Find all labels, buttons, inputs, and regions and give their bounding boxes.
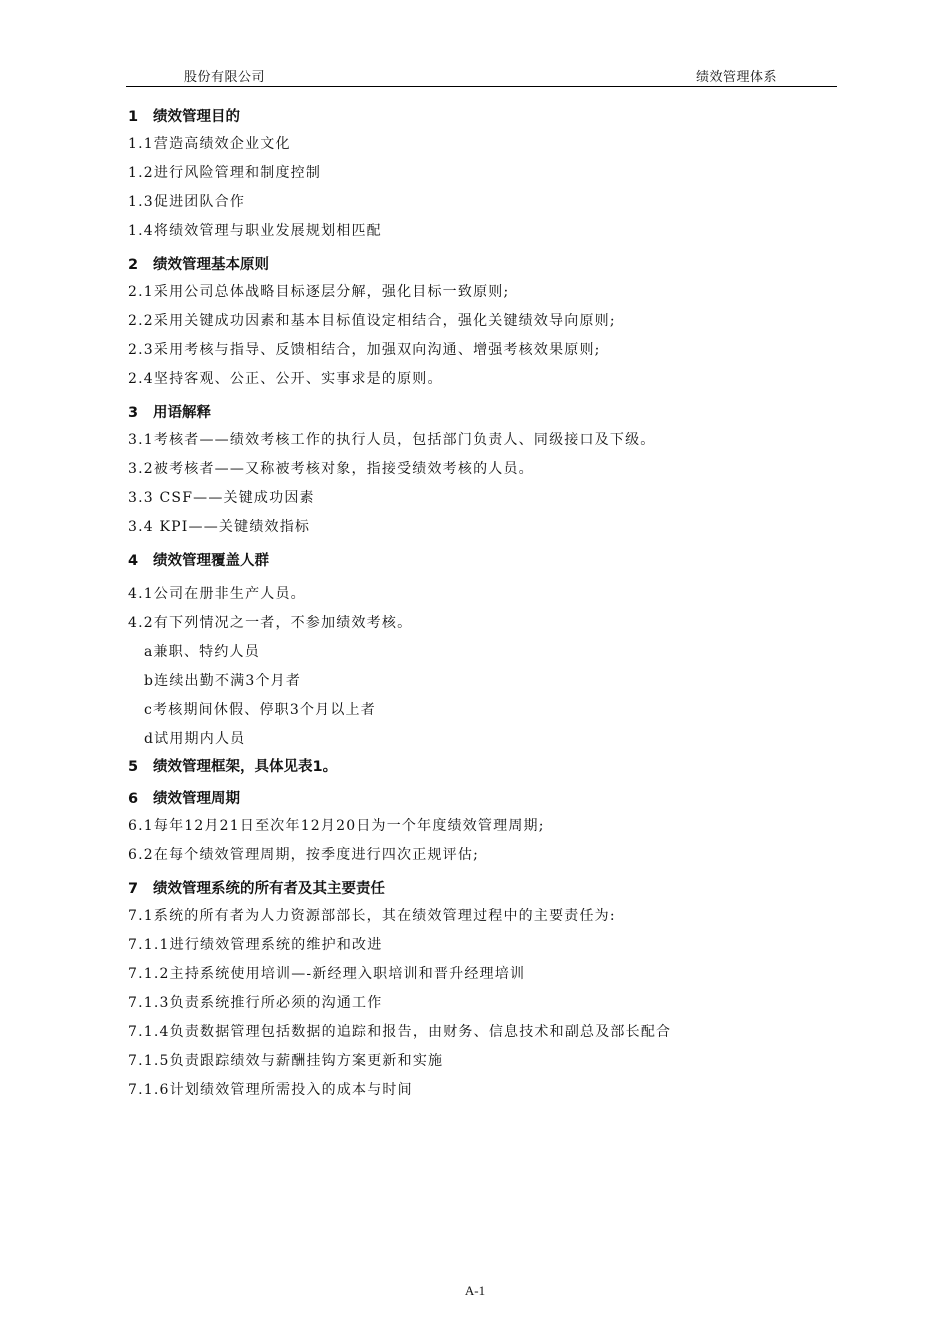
sub-list-item: b连续出勤不满3个月者	[144, 673, 302, 689]
section-heading: 4 绩效管理覆盖人群	[128, 553, 269, 569]
list-item: 4.2有下列情况之一者，不参加绩效考核。	[128, 615, 413, 631]
section-heading: 6 绩效管理周期	[128, 791, 240, 807]
list-item: 6.1每年12月21日至次年12月20日为一个年度绩效管理周期;	[128, 818, 545, 834]
sub-list-item: d试用期内人员	[144, 731, 246, 747]
section-heading: 2 绩效管理基本原则	[128, 257, 269, 273]
list-item: 3.1考核者——绩效考核工作的执行人员，包括部门负责人、同级接口及下级。	[128, 432, 656, 448]
list-item: 7.1.5负责跟踪绩效与薪酬挂钩方案更新和实施	[128, 1053, 444, 1069]
header-doc-title: 绩效管理体系	[695, 70, 777, 85]
list-item: 2.1采用公司总体战略目标逐层分解，强化目标一致原则;	[128, 284, 510, 300]
list-item: 7.1.2主持系统使用培训—-新经理入职培训和晋升经理培训	[128, 966, 526, 982]
list-item: 1.3促进团队合作	[128, 194, 246, 210]
list-item: 1.2进行风险管理和制度控制	[128, 165, 322, 181]
list-item: 7.1.6计划绩效管理所需投入的成本与时间	[128, 1082, 413, 1098]
section-heading: 7 绩效管理系统的所有者及其主要责任	[128, 881, 385, 897]
list-item: 6.2在每个绩效管理周期，按季度进行四次正规评估;	[128, 847, 479, 863]
document-body	[128, 104, 828, 1105]
list-item: 1.4将绩效管理与职业发展规划相匹配	[128, 223, 382, 239]
section-heading: 1 绩效管理目的	[128, 109, 240, 125]
page-header	[126, 66, 837, 87]
list-item: 3.4 KPI——关键绩效指标	[128, 519, 311, 535]
section-heading: 5 绩效管理框架，具体见表1。	[128, 759, 338, 775]
page-number: A-1	[464, 1283, 486, 1298]
list-item: 4.1公司在册非生产人员。	[128, 586, 306, 602]
list-item: 7.1系统的所有者为人力资源部部长，其在绩效管理过程中的主要责任为:	[128, 908, 616, 924]
list-item: 2.4坚持客观、公正、公开、实事求是的原则。	[128, 371, 443, 387]
list-item: 2.3采用考核与指导、反馈相结合，加强双向沟通、增强考核效果原则;	[128, 342, 601, 358]
header-company: 股份有限公司	[184, 70, 266, 85]
list-item: 2.2采用关键成功因素和基本目标值设定相结合，强化关键绩效导向原则;	[128, 313, 616, 329]
sub-list-item: a兼职、特约人员	[144, 644, 260, 660]
list-item: 7.1.3负责系统推行所必须的沟通工作	[128, 995, 383, 1011]
section-heading: 3 用语解释	[128, 405, 211, 421]
list-item: 3.3 CSF——关键成功因素	[128, 490, 315, 506]
list-item: 3.2被考核者——又称被考核对象，指接受绩效考核的人员。	[128, 461, 534, 477]
list-item: 7.1.4负责数据管理包括数据的追踪和报告，由财务、信息技术和副总及部长配合	[128, 1024, 672, 1040]
list-item: 1.1营造高绩效企业文化	[128, 136, 291, 152]
list-item: 7.1.1进行绩效管理系统的维护和改进	[128, 937, 383, 953]
sub-list-item: c考核期间休假、停职3个月以上者	[144, 702, 376, 718]
